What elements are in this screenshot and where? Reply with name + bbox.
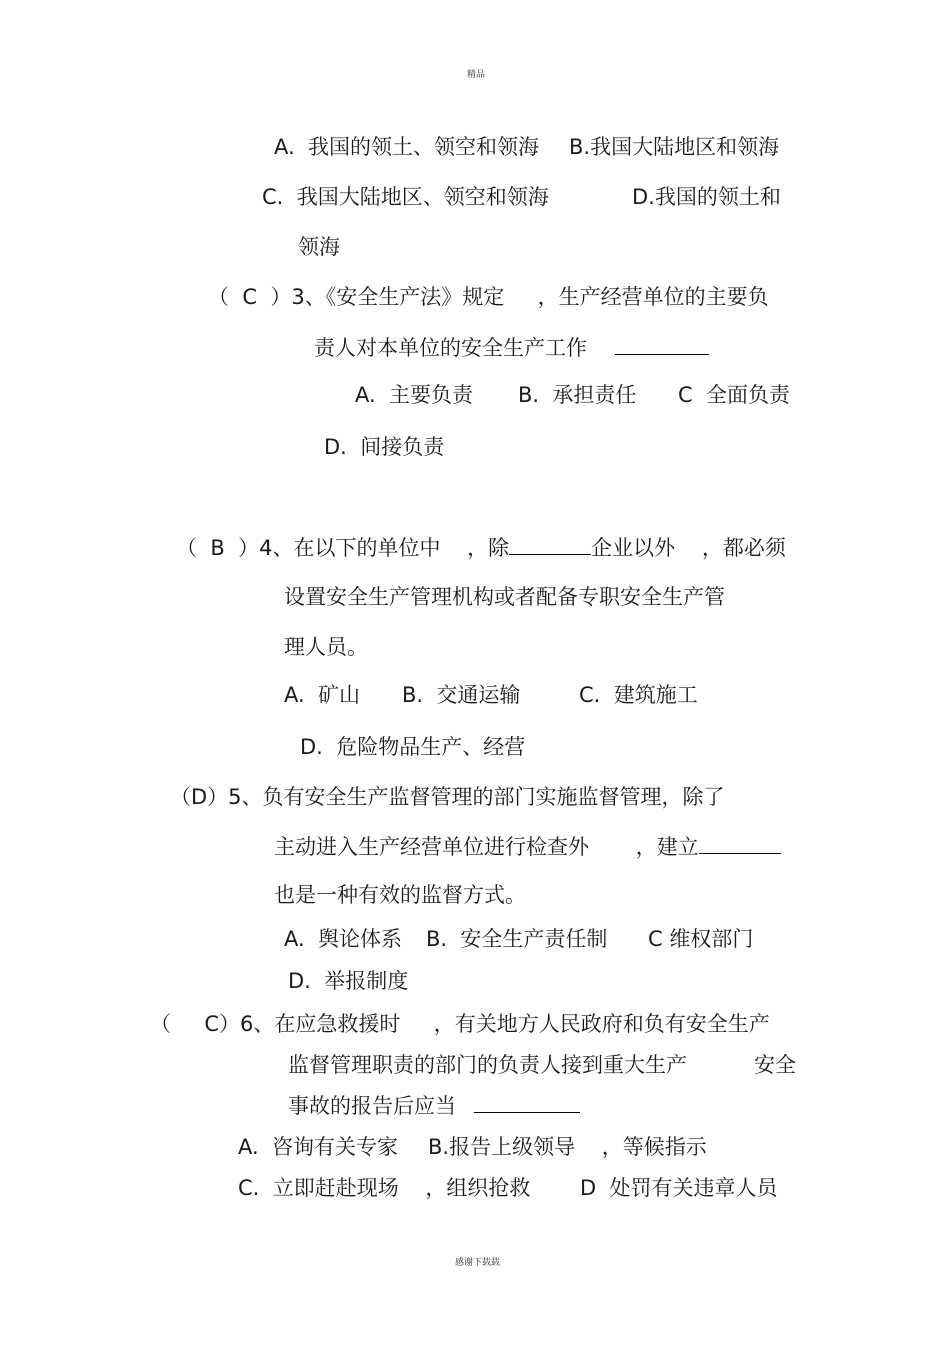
q3-option-b: B. 承担责任 <box>518 383 637 407</box>
q2-option-b: B.我国大陆地区和领海 <box>569 135 780 159</box>
q4-stem-line-1-part-1: （ B ）4、在以下的单位中 ，除 <box>176 536 510 560</box>
q6-option-d: D 处罚有关违章人员 <box>580 1176 778 1200</box>
q4-stem-line-2: 设置安全生产管理机构或者配备专职安全生产管 <box>284 585 725 609</box>
q5-stem-line-2-row <box>274 833 781 860</box>
q6-stem-line-1: （ C）6、在应急救援时 ，有关地方人民政府和负有安全生产 <box>150 1012 770 1036</box>
q4-stem-line-1-part-2: 企业以外 ，都必须 <box>591 536 786 560</box>
q5-stem-line-2: 主动进入生产经营单位进行检查外 ，建立 <box>274 835 699 859</box>
q5-stem-line-3: 也是一种有效的监督方式。 <box>274 883 526 907</box>
page-footer: 感谢下载载 <box>455 1258 501 1268</box>
q3-stem-line-2: 责人对本单位的安全生产工作 <box>314 336 587 360</box>
q5-option-c: C 维权部门 <box>648 927 754 951</box>
q3-stem-line-2-row <box>314 334 709 361</box>
q6-stem-line-3-row <box>288 1092 580 1119</box>
q6-option-b: B.报告上级领导 ，等候指示 <box>428 1135 707 1159</box>
q4-answer-blank <box>509 534 591 555</box>
q2-option-d-continued: 领海 <box>298 235 340 259</box>
q5-option-b: B. 安全生产责任制 <box>426 927 608 951</box>
q4-option-b: B. 交通运输 <box>402 683 521 707</box>
q2-option-c: C. 我国大陆地区、领空和领海 <box>262 185 549 209</box>
q3-option-c: C 全面负责 <box>678 383 791 407</box>
q5-option-a: A. 舆论体系 <box>284 927 403 951</box>
q4-option-a: A. 矿山 <box>284 683 361 707</box>
q4-option-d: D. 危险物品生产、经营 <box>300 735 526 759</box>
q3-option-a: A. 主要负责 <box>355 383 474 407</box>
page-header: 精品 <box>467 70 486 80</box>
q3-option-d: D. 间接负责 <box>324 435 445 459</box>
q4-stem-line-1 <box>176 534 786 561</box>
q6-answer-blank <box>474 1092 580 1113</box>
q6-stem-line-2-end: 安全 <box>754 1053 796 1077</box>
q5-option-d: D. 举报制度 <box>288 969 409 993</box>
q5-stem-line-1: （D）5、负有安全生产监督管理的部门实施监督管理，除了 <box>170 785 725 809</box>
q2-option-a: A. 我国的领土、领空和领海 <box>274 135 540 159</box>
q3-answer-blank <box>615 334 709 355</box>
q2-option-d: D.我国的领土和 <box>632 185 781 209</box>
q6-stem-line-3: 事故的报告后应当 <box>288 1094 456 1118</box>
q3-stem-line-1: （ C ）3、《安全生产法》规定 ，生产经营单位的主要负 <box>208 285 769 309</box>
q6-option-a: A. 咨询有关专家 <box>238 1135 399 1159</box>
q4-option-c: C. 建筑施工 <box>579 683 698 707</box>
q5-answer-blank <box>699 833 781 854</box>
q6-option-c: C. 立即赶赴现场 ，组织抢救 <box>238 1176 531 1200</box>
q4-stem-line-3: 理人员。 <box>284 635 368 659</box>
q6-stem-line-2: 监督管理职责的部门的负责人接到重大生产 <box>288 1053 687 1077</box>
